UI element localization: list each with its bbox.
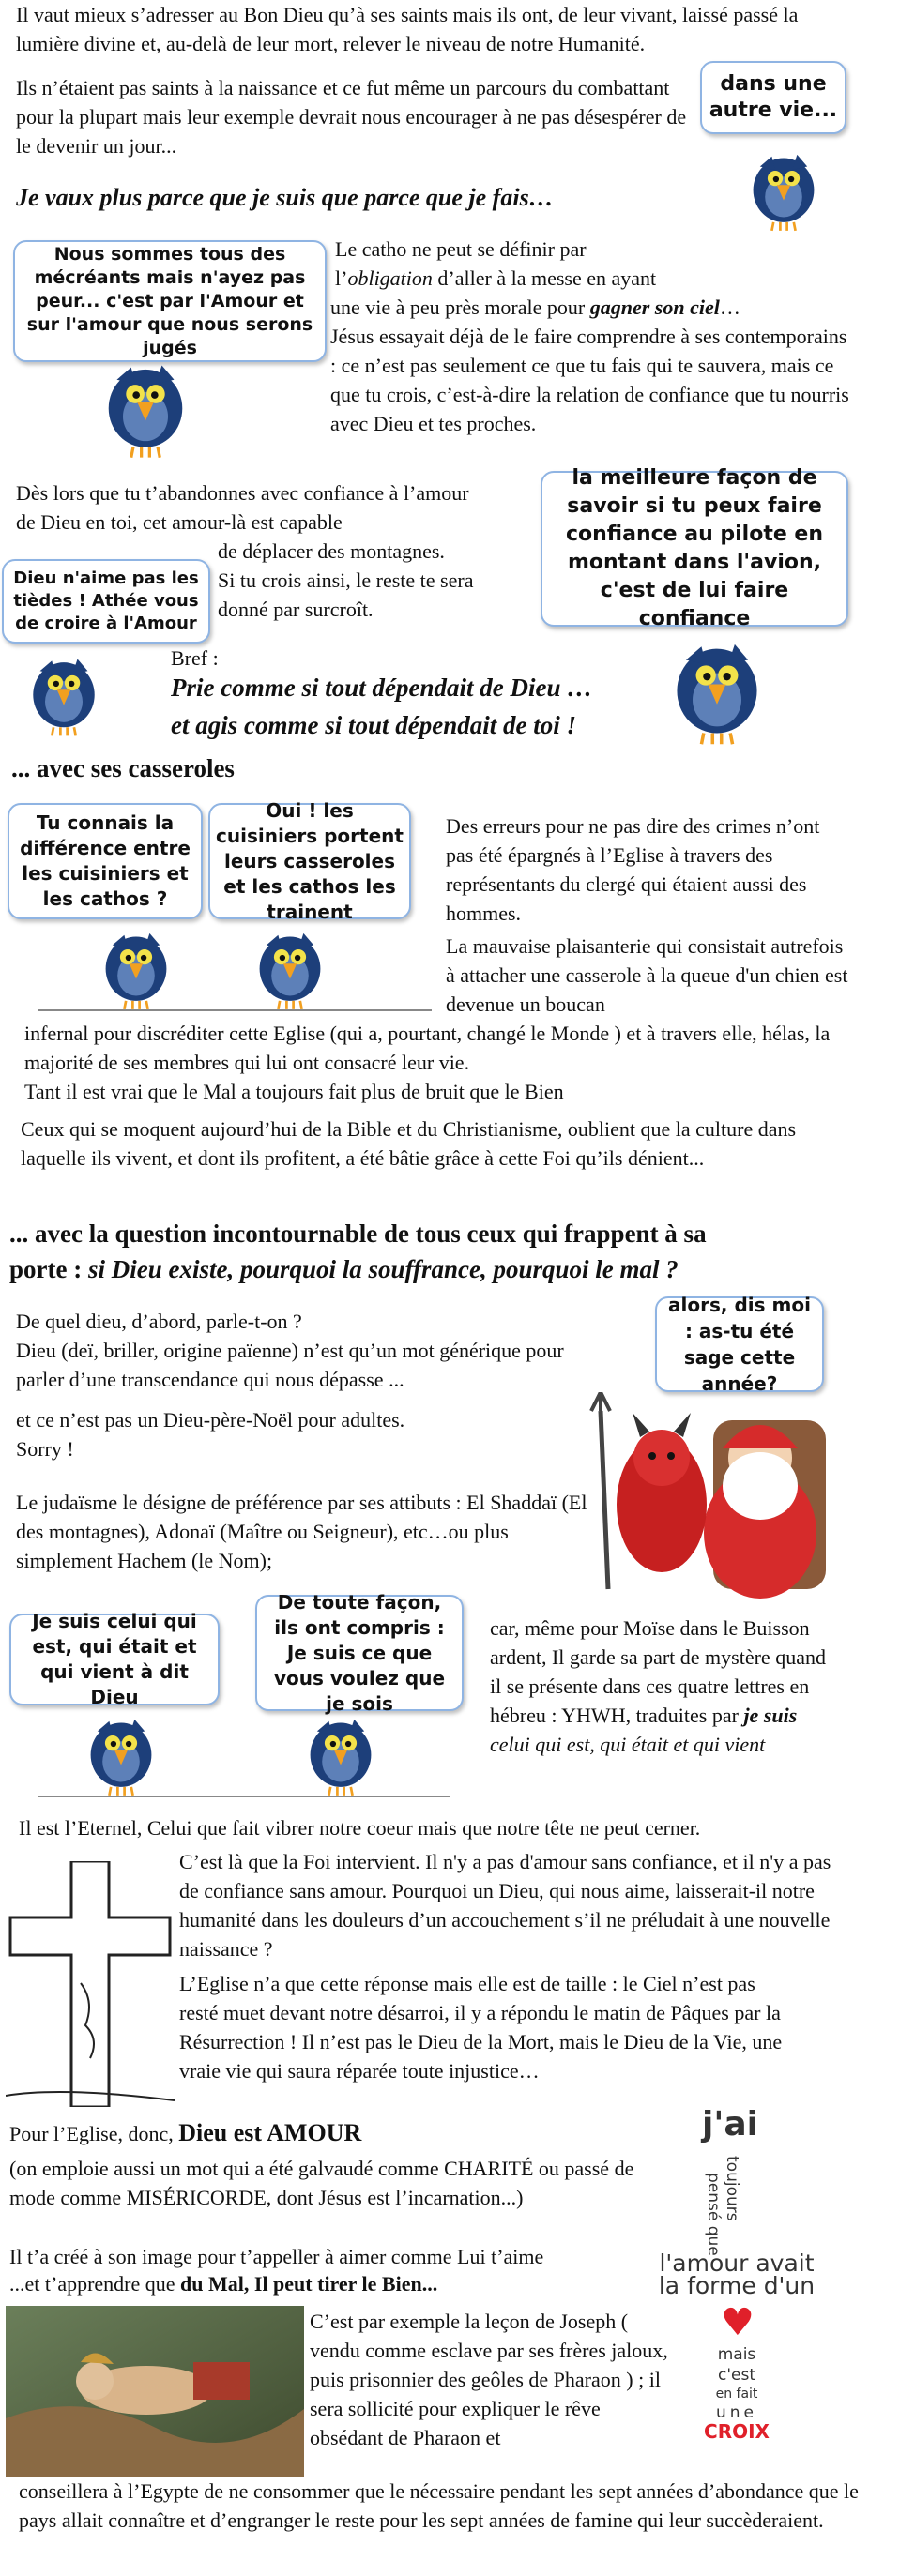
dieu-definition: Dieu (deï, briller, origine païenne) n’est qu’un mot générique pour parler d’une transcendance qui nous dépasse ... (16, 1339, 564, 1391)
pere-noel-line: et ce n’est pas un Dieu-père-Noël pour adultes. (16, 1408, 405, 1432)
judaisme-paragraph: Le judaïsme le désigne de préférence par ses attibuts : El Shaddaï (El des montagnes), Adonaï (Maître ou Seigneur), etc…ou plus simplement Hachem (le Nom); (16, 1491, 587, 1572)
bird-icon (94, 919, 178, 1013)
moquent-paragraph: Ceux qui se moquent aujourd’hui de la Bible et du Christianisme, oublient que la culture dans laquelle ils vivent, et dont ils profitent, a été bâtie grâce à cette Foi qu’ils dénient... (21, 1117, 797, 1170)
bubble-pilote: la meilleure façon de savoir si tu peux faire confiance au pilote en montant dans l'avion, c'est de lui faire confiance (541, 471, 848, 627)
bubble-cuisiniers: Oui ! les cuisiniers portent leurs casseroles et les cathos les trainent (208, 803, 411, 919)
eglise-reponse-paragraph: L’Eglise n’a que cette réponse mais elle est de taille : le Ciel n’est pas resté muet devant notre désarroi, il y a répondu le matin de Pâques par la Résurrection ! Il n’est pas le Dieu de la Mort, mais le Dieu de la Vie, une vraie vie qui saura réparée toute injustice… (179, 1972, 783, 2083)
wire-line (38, 1796, 450, 1797)
bubble-je-suis: Je suis celui qui est, qui était et qui vient à dit Dieu (9, 1614, 220, 1705)
sorry-line: Sorry ! (16, 1437, 74, 1461)
erreurs-paragraph: Des erreurs pour ne pas dire des crimes n’ont pas été épargnés à l’Eglise à travers des représentants du clergé qui étaient aussi des hommes. (446, 814, 820, 925)
bird-icon (94, 349, 197, 462)
mal-bien-line: Tant il est vrai que le Mal a toujours fait plus de bruit que le Bien (24, 1080, 564, 1103)
poster-une: une (715, 2403, 757, 2422)
bird-icon (248, 919, 332, 1013)
catho-line-3: une vie à peu près morale pour gagner son ciel… (330, 295, 740, 319)
bird-icon (79, 1705, 163, 1799)
confiance-paragraph-c: Si tu crois ainsi, le reste te sera donné par surcroît. (218, 568, 474, 621)
bubble-mecreants: Nous sommes tous des mécréants mais n'ayez pas peur... c'est par l'Amour et sur l'amour que nous serons jugés (13, 240, 327, 362)
mal-bien-tirer-line: ...et t’apprendre que du Mal, Il peut tirer le Bien... (9, 2272, 438, 2296)
heading-souffrance-a: ... avec la question incontournable de tous ceux qui frappent à sa (9, 1220, 707, 1248)
confiance-paragraph-a: Dès lors que tu t’abandonnes avec confiance à l’amour de Dieu en toi, cet amour-là est capable (16, 481, 469, 534)
plaisanterie-paragraph-a: La mauvaise plaisanterie qui consistait autrefois à attacher une casserole à la queue d'un chien est devenue un boucan (446, 934, 848, 1016)
bubble-de-toute-facon: De toute façon, ils ont compris : Je suis ce que vous voulez que je sois (255, 1595, 464, 1711)
confiance-paragraph-b: de déplacer des montagnes. (218, 539, 445, 563)
saints-paragraph: Ils n’étaient pas saints à la naissance et ce fut même un parcours du combattant pour la plupart mais leur exemple devrait nous encourager à ne pas désespérer de le devenir un jour... (16, 76, 687, 158)
egypte-paragraph: conseillera à l’Egypte de ne consommer que le nécessaire pendant les sept années d’abondance que le pays allait connaître et d’engranger le reste pour les sept années de famine qui leur succèderaient. (19, 2479, 859, 2532)
prie-line-1: Prie comme si tout dépendait de Dieu … (171, 674, 593, 702)
poster-line-2: la forme d'un (658, 2272, 816, 2299)
poster-croix: CROIX (704, 2420, 770, 2443)
prie-line-2: et agis comme si tout dépendait de toi ! (171, 711, 576, 739)
moise-paragraph: car, même pour Moïse dans le Buisson ardent, Il garde sa part de mystère quand il se présente dans ces quatre lettres en hébreu : YHWH, traduites par je suis celui qui est, qui était et qui vient (490, 1616, 826, 1756)
joseph-paragraph: C’est par exemple la leçon de Joseph ( vendu comme esclave par ses frères jaloux, puis prisonnier des geôles de Pharaon ) ; il sera sollicité pour expliquer le rêve obsédant de Pharaon et (310, 2310, 668, 2449)
plaisanterie-paragraph-b: infernal pour discréditer cette Eglise (qui a, pourtant, changé le Monde ) et à travers elle, hélas, la majorité de ses membres qui lui ont consacré leur vie. (24, 1022, 831, 1074)
bird-icon (741, 141, 826, 235)
poster-enfait: en fait (715, 2387, 758, 2402)
devil-santa-illustration (582, 1392, 845, 1604)
intro-paragraph: Il vaut mieux s’adresser au Bon Dieu qu’à ses saints mais ils ont, de leur vivant, laissé passé la lumière divine et, au-delà de leur mort, relever le niveau de notre Humanité. (16, 3, 799, 55)
eternel-line: Il est l’Eternel, Celui que fait vibrer notre coeur mais que notre tête ne peut cerner. (19, 1816, 701, 1840)
wire-line (38, 1009, 432, 1011)
charite-paragraph: (on emploie aussi un mot qui a été galvaudé comme CHARITÉ ou passé de mode comme MISÉRICORDE, dont Jésus est l’incarnation...) (9, 2157, 634, 2209)
catho-definition-paragraph (330, 235, 851, 438)
poster-pense: pensé que (704, 2173, 723, 2256)
poster-toujours: toujours (723, 2156, 741, 2221)
catho-line-1: Le catho ne peut se définir par (335, 237, 587, 261)
cross-illustration (6, 1861, 175, 2107)
heart-icon: ♥ (721, 2301, 755, 2344)
quel-dieu-line: De quel dieu, d’abord, parle-t-on ? (16, 1310, 302, 1333)
bubble-sage: alors, dis moi : as-tu été sage cette année? (655, 1296, 824, 1392)
poster-line-1: l'amour avait (659, 2250, 815, 2277)
image-line: Il t’a créé à son image pour t’appeller à aimer comme Lui t’aime (9, 2245, 544, 2268)
heading-je-vaux: Je vaux plus parce que je suis que parce que je fais… (16, 184, 554, 211)
bird-icon (661, 627, 773, 749)
bubble-autre-vie: dans une autre vie... (700, 61, 846, 134)
foi-paragraph: C’est là que la Foi intervient. Il n'y a pas d'amour sans confiance, et il n'y a pas de confiance sans amour. Pourquoi un Dieu, qui nous aime, laisserait-il notre humanité dans les douleurs d’un accouchement s’il ne préludait à une nouvelle naissance ? (179, 1850, 831, 1961)
bird-icon (17, 645, 111, 739)
dieu-amour-line: Pour l’Eglise, donc, Dieu est AMOUR (9, 2119, 362, 2146)
bref-label: Bref : (171, 646, 219, 670)
heading-souffrance-b: porte : si Dieu existe, pourquoi la souffrance, pourquoi le mal ? (9, 1255, 679, 1283)
heading-casseroles: ... avec ses casseroles (11, 754, 235, 782)
poster-mais: mais (717, 2345, 756, 2364)
joseph-painting (6, 2306, 304, 2477)
catho-line-2: l’obligation d’aller à la messe en ayant (335, 266, 657, 290)
poster-jai: j'ai (702, 2105, 758, 2144)
catho-line-4: Jésus essayait déjà de le faire comprendre à ses contemporains : ce n’est pas seulement ce que tu fais qui te sauvera, mais ce que tu crois, c’est-à-dire la relation de confiance que tu nourris avec Dieu et tes proches. (330, 325, 849, 435)
bubble-difference: Tu connais la différence entre les cuisiniers et les cathos ? (8, 803, 203, 919)
poster-cest: c'est (717, 2366, 755, 2385)
bubble-tiedes: Dieu n'aime pas les tièdes ! Athée vous de croire à l'Amour (2, 559, 210, 644)
bird-icon (298, 1705, 383, 1799)
